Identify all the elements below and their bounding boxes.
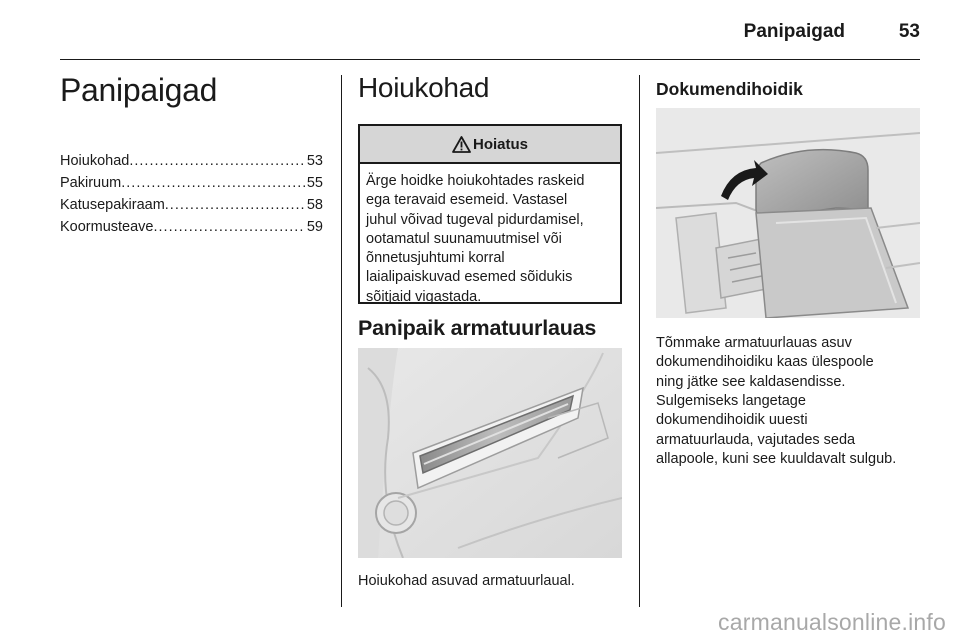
- illustration-caption: Hoiukohad asuvad armatuurlaual.: [358, 573, 575, 589]
- paragraph-line: allapoole, kuni see kuuldavalt sulgub.: [656, 450, 897, 467]
- paragraph-line: armatuurlauda, vajutades seda: [656, 431, 856, 448]
- toc-leader-dots: [129, 150, 305, 172]
- toc-label: Pakiruum: [60, 175, 122, 191]
- page-header: [60, 18, 920, 58]
- dashboard-storage-illustration: [358, 348, 622, 558]
- paragraph-line: dokumendihoidik uuesti: [656, 412, 808, 429]
- warning-line: Ärge hoidke hoiukohtades raskeid: [366, 173, 585, 189]
- toc-item[interactable]: [60, 194, 323, 216]
- warning-box: [358, 124, 622, 304]
- toc-label: Koormusteave: [60, 219, 154, 235]
- running-header-title: Panipaigad: [743, 21, 845, 42]
- page-number: 53: [898, 21, 920, 42]
- paragraph-open-instructions: [656, 334, 920, 392]
- paragraph-line: Sulgemiseks langetage: [656, 393, 806, 409]
- column-divider-2: [639, 75, 640, 607]
- paragraph-close-instructions: [656, 392, 924, 469]
- toc-page: 59: [306, 219, 323, 235]
- document-holder-illustration: [656, 108, 920, 318]
- toc-page: 58: [306, 197, 323, 213]
- warning-header: [360, 126, 620, 164]
- section-title: Hoiukohad: [358, 72, 490, 103]
- toc-leader-dots: [121, 172, 305, 194]
- toc-leader-dots: [154, 216, 305, 238]
- warning-line: sõitjaid vigastada.: [366, 288, 482, 305]
- warning-line: ega teravaid esemeid. Vastasel: [366, 192, 568, 209]
- toc-page: 55: [306, 175, 323, 191]
- table-of-contents: [60, 150, 323, 238]
- warning-line: ootamatul suunamuutmisel või: [366, 230, 562, 247]
- warning-line: laialipaiskuvad esemed sõidukis: [366, 269, 573, 286]
- toc-label: Katusepakiraam: [60, 197, 165, 213]
- paragraph-line: dokumendihoidiku kaas ülespoole: [656, 354, 874, 371]
- warning-line: õnnetusjuhtumi korral: [366, 250, 505, 267]
- section-title: Dokumendihoidik: [656, 79, 803, 99]
- warning-title: Hoiatus: [472, 135, 528, 153]
- column-dokumendihoidik: [656, 72, 920, 467]
- paragraph-line: Tõmmake armatuurlauas asuv: [656, 335, 852, 351]
- watermark: carmanualsonline.info: [718, 609, 946, 635]
- warning-line: juhul võivad tugeval pidurdamisel,: [366, 211, 584, 228]
- column-divider-1: [341, 75, 342, 607]
- paragraph-line: ning jätke see kaldasendisse.: [656, 373, 846, 390]
- chapter-title: Panipaigad: [60, 72, 218, 108]
- header-divider: [60, 59, 920, 60]
- toc-page: 53: [306, 153, 323, 169]
- toc-item[interactable]: [60, 150, 323, 172]
- column-hoiukohad: [358, 72, 622, 589]
- toc-item[interactable]: [60, 172, 323, 194]
- warning-text: [360, 164, 620, 307]
- toc-item[interactable]: [60, 216, 323, 238]
- toc-leader-dots: [165, 194, 305, 216]
- warning-triangle-icon: [452, 136, 471, 153]
- subsection-title: Panipaik armatuurlauas: [358, 316, 597, 340]
- toc-label: Hoiukohad: [60, 153, 130, 169]
